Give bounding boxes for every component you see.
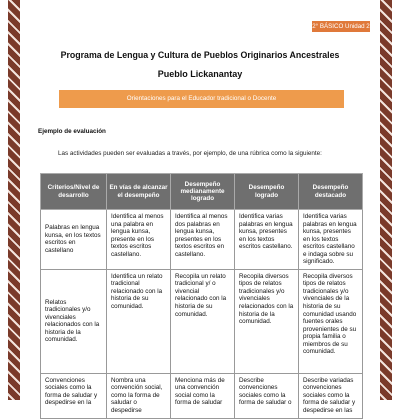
table-row — [41, 373, 363, 418]
evaluation-section-title: Ejemplo de evaluación — [38, 128, 106, 135]
rubric-cell: Identifica al menos una palabra en lengua kunsa, presente en los textos escritos castellano. — [107, 210, 171, 270]
rubric-cell: Describe convenciones sociales como la forma de saludar o — [235, 373, 299, 418]
rubric-cell: Identifica un relato tradicional relacionado con la historia de su comunidad. — [107, 269, 171, 373]
rubric-cell: Recopila diversos tipos de relatos tradicionales y/o vivenciales relacionados con la historia de la comunidad. — [235, 269, 299, 373]
rubric-header-level-4: Desempeño destacado — [299, 174, 363, 210]
rubric-cell: Nombra una convención social, como la forma de saludar o despedirse — [107, 373, 171, 418]
rubric-table — [40, 173, 363, 419]
rubric-criterion-cell: Convenciones sociales como la forma de saludar y despedirse en la — [41, 373, 107, 418]
rubric-header-row — [41, 174, 363, 210]
decorative-border-right — [380, 0, 392, 400]
subject-title: Pueblo Lickanantay — [157, 69, 243, 79]
rubric-cell: Identifica al menos dos palabras en lengua kunsa, presentes en los textos escritos en castellano. — [171, 210, 235, 270]
evaluation-intro: Las actividades pueden ser evaluadas a través, por ejemplo, de una rúbrica como la siguiente: — [58, 150, 322, 157]
rubric-cell: Menciona más de una convención social como la forma de saludar — [171, 373, 235, 418]
rubric-header-level-1: En vías de alcanzar el desempeño — [107, 174, 171, 210]
rubric-cell: Identifica varias palabras en lengua kunsa, presentes en los textos escritos castellano. — [235, 210, 299, 270]
table-row — [41, 269, 363, 373]
rubric-criterion-cell: Palabras en lengua kunsa, en los textos escritos en castellano — [41, 210, 107, 270]
table-row — [41, 210, 363, 270]
rubric-header-criteria: Criterios/Nivel de desarrollo — [41, 174, 107, 210]
orientation-banner: Orientaciones para el Educador tradicional o Docente — [59, 90, 344, 108]
rubric-cell: Identifica varias palabras en lengua kunsa, presentes en los textos escritos castellano e indaga sobre su significado. — [299, 210, 363, 270]
rubric-criterion-cell: Relatos tradicionales y/o vivenciales relacionados con la historia de la comunidad. — [41, 269, 107, 373]
grade-unit-badge: 2° BÁSICO Unidad 2 — [312, 23, 370, 30]
rubric-cell: Describe variadas convenciones sociales como la forma de saludar y despedirse en las — [299, 373, 363, 418]
rubric-cell: Recopila un relato tradicional y/ o vivencial relacionado con la historia de su comunidad. — [171, 269, 235, 373]
rubric-cell: Recopila diversos tipos de relatos tradicionales y/o vivenciales de la historia de su comunidad usando fuentes orales provenientes de su propia familia o miembros de su comunidad. — [299, 269, 363, 373]
decorative-border-left — [8, 0, 20, 400]
rubric-header-level-3: Desempeño logrado — [235, 174, 299, 210]
program-title: Programa de Lengua y Cultura de Pueblos Originarios Ancestrales — [60, 50, 340, 60]
rubric-header-level-2: Desempeño medianamente logrado — [171, 174, 235, 210]
